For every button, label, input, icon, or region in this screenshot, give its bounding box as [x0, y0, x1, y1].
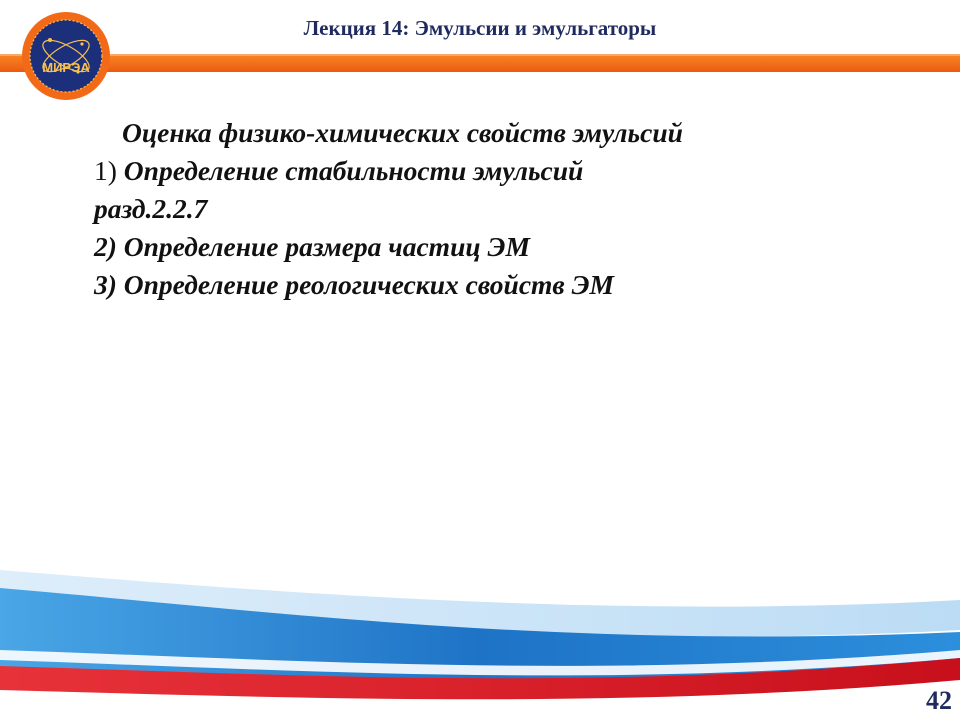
- slide-title: Лекция 14: Эмульсии и эмульгаторы: [303, 16, 657, 40]
- slide-header: [0, 0, 960, 80]
- mirea-logo: [20, 10, 112, 102]
- footer-wave-decoration: [0, 540, 960, 720]
- slide-footer: [0, 540, 960, 720]
- content-heading: Оценка физико-химических свойств эмульсий: [122, 117, 683, 148]
- list-item-3: 3) Определение реологических свойств ЭМ: [94, 269, 614, 300]
- list-item-1-text: Определение стабильности эмульсий: [123, 155, 584, 186]
- slide-content: [94, 114, 854, 304]
- list-item-1-continuation: разд.2.2.7: [94, 193, 208, 224]
- svg-text:МИРЭА: МИРЭА: [42, 60, 90, 75]
- header-orange-bar: [0, 56, 960, 72]
- page-number: 42: [926, 686, 952, 715]
- list-item-1-number: 1): [94, 155, 117, 186]
- list-item-2: 2) Определение размера частиц ЭМ: [94, 231, 530, 262]
- list-item-1: [94, 152, 854, 190]
